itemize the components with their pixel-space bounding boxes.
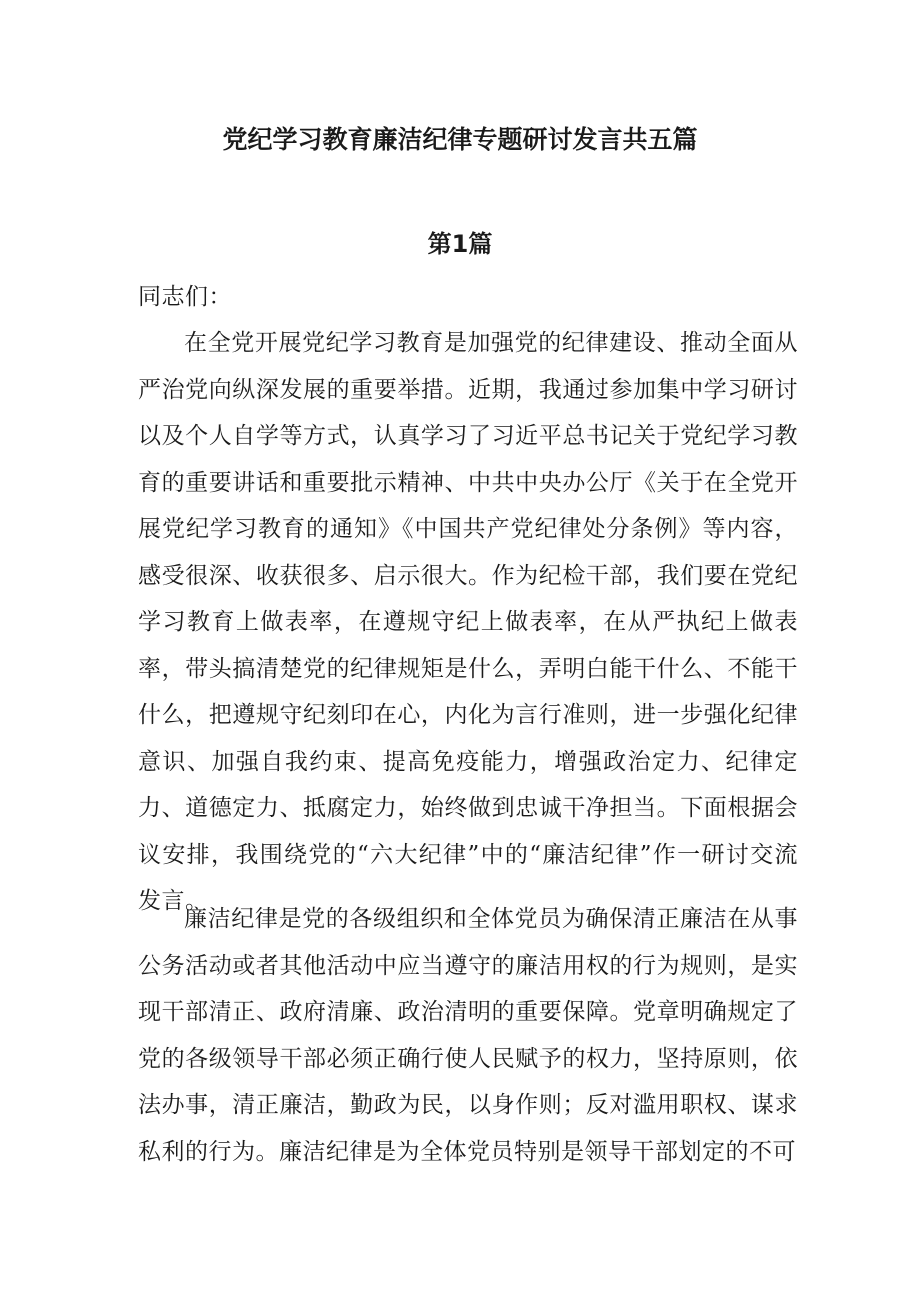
section-title: 第1篇 (427, 230, 493, 258)
salutation: 同志们： (138, 284, 232, 310)
document-title: 党纪学习教育廉洁纪律专题研讨发言共五篇 (222, 125, 698, 154)
paragraph-2: 廉洁纪律是党的各级组织和全体党员为确保清正廉洁在从事公务活动或者其他活动中应当遵守的廉洁用权的行为规则，是实现干部清正、政府清廉、政治清明的重要保障。党章明确规定了党的各级领导干部必须正确行使人民赋予的权力，坚持原则，依法办事，清正廉洁，勤政为民，以身作则；反对滥用职权、谋求私利的行为。廉洁纪律是为全体党员特别是领导干部划定的不可 (138, 906, 798, 1165)
paragraph-1: 在全党开展党纪学习教育是加强党的纪律建设、推动全面从严治党向纵深发展的重要举措。近期，我通过参加集中学习研讨以及个人自学等方式，认真学习了习近平总书记关于党纪学习教育的重要讲话和重要批示精神、中共中央办公厅《关于在全党开展党纪学习教育的通知》《中国共产党纪律处分条例》等内容，感受很深、收获很多、启示很大。作为纪检干部，我们要在党纪学习教育上做表率，在遵规守纪上做表率，在从严执纪上做表率，带头搞清楚党的纪律规矩是什么，弄明白能干什么、不能干什么，把遵规守纪刻印在心，内化为言行准则，进一步强化纪律意识、加强自我约束、提高免疫能力，增强政治定力、纪律定力、道德定力、抵腐定力，始终做到忠诚干净担当。下面根据会议安排，我围绕党的“六大纪律”中的“廉洁纪律”作一研讨交流发言。 (138, 330, 798, 914)
